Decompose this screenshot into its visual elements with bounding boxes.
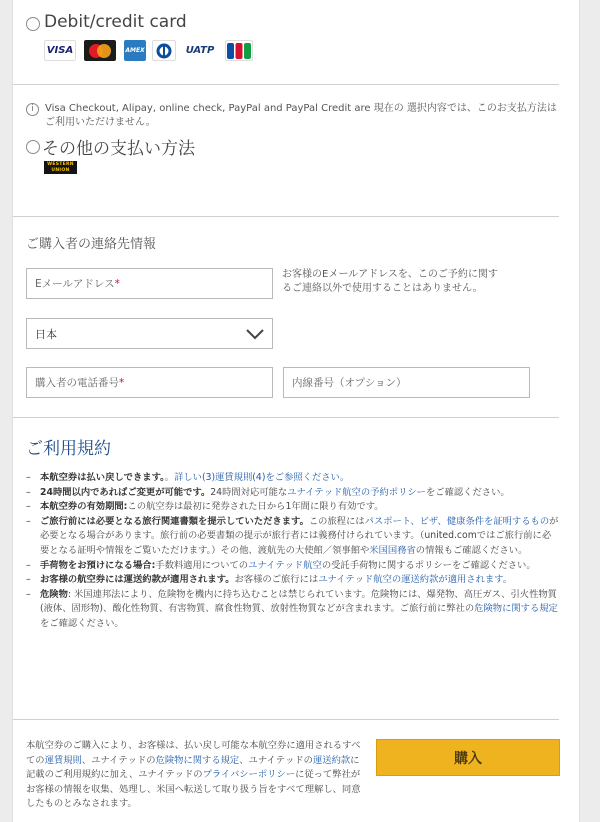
visa-logo-icon: VISA	[44, 40, 76, 61]
card-option-label[interactable]: Debit/credit card	[44, 12, 187, 32]
mastercard-logo-icon	[84, 40, 116, 61]
terms-title: ご利用規約	[26, 439, 111, 459]
hazardous-materials-link[interactable]: 危険物に関する規定	[474, 603, 558, 615]
terms-item: – 手荷物をお預けになる場合:手数料適用についてのユナイテッド航空の受託手荷物に関するポリシーをご確認ください。	[26, 559, 536, 571]
privacy-policy-link[interactable]: プライバシーポリシー	[202, 769, 296, 781]
required-mark: *	[119, 376, 125, 389]
amex-logo-icon: AMEX	[124, 40, 146, 61]
uatp-logo-icon: UATP	[182, 40, 218, 61]
travel-documents-link[interactable]: パスポート、ビザ、健康条件を証明するもの	[364, 515, 550, 527]
divider	[13, 719, 559, 720]
terms-item: – 本航空券は払い戻しできます。。詳しい(3)運賃規則(4)をご参照ください。	[26, 472, 350, 483]
terms-item: – 24時間以内であればご変更が可能です。24時間対応可能なユナイテッド航空の予約ポリシーをご確認ください。	[26, 486, 510, 498]
contact-section-title: ご購入者の連絡先情報	[26, 237, 157, 252]
country-value: 日本	[35, 327, 57, 341]
contract-of-carriage-link[interactable]: 運送約款	[312, 754, 351, 766]
email-placeholder: Eメールアドレス	[35, 278, 115, 290]
country-select[interactable]	[26, 318, 273, 349]
info-icon: i	[26, 103, 39, 116]
divider	[13, 417, 559, 418]
fare-rules-link[interactable]: 。詳しい(3)運賃規則(4)をご参照ください。	[164, 472, 350, 483]
other-payment-radio[interactable]	[26, 140, 40, 154]
terms-item: – 本航空券の有効期間:この航空券は最初に発券された日から1年間に限り有効です。	[26, 501, 384, 513]
fare-rules-link[interactable]: 運賃規則	[44, 754, 82, 766]
extension-input[interactable]	[283, 367, 530, 398]
other-payment-label[interactable]: その他の支払い方法	[42, 139, 195, 159]
email-input[interactable]	[26, 268, 273, 299]
terms-item: – ご旅行前には必要となる旅行関連書類を提示していただきます。この旅程にはパスポート、ビザ、健康条件を証明するものが必要となる場合があります。旅行前の必要書類の提示が旅行者には義務付けられています。（united.comではご旅行前に必要となる証明や情報をご覧いただけます。）その他、渡航先の大使館／領事館や米国国務省の情報もご確認ください。	[26, 515, 559, 556]
booking-policy-link[interactable]: ユナイテッド航空の予約ポリシー	[287, 486, 426, 498]
contract-of-carriage-link[interactable]: ユナイテッド航空の運送約款が適用されます	[318, 574, 503, 586]
jcb-logo-icon	[225, 40, 253, 61]
terms-list	[26, 471, 560, 632]
phone-placeholder: 購入者の電話番号	[35, 377, 119, 389]
state-department-link[interactable]: 米国国務省	[369, 544, 416, 556]
email-note: お客様のEメールアドレスを、このご予約に関するご連絡以外で使用することはありません。	[282, 269, 498, 294]
extension-placeholder: 内線番号（オプション）	[292, 377, 407, 389]
terms-item: – 危険物: 米国連邦法により、危険物を機内に持ち込むことは禁じられています。危険物には、爆発物、高圧ガス、引火性物質(液体、固形物)、酸化性物質、有害物質、腐食性物質、放射性物質などが含まれます。ご旅行前に弊社の危険物に関する規定をご確認ください。	[26, 588, 558, 629]
purchase-agreement-text: 本航空券のご購入により、お客様は、払い戻し可能な本航空券に適用されるすべての運賃規則、ユナイテッドの危険物に関する規定、ユナイテッドの運送約款に記載のご利用規約に加え、ユナイテッドのプライバシーポリシーに従って弊社がお客様の情報を収集、処理し、米国へ転送して取り扱う旨をすべて理解し、同意したものとみなされます。	[26, 740, 361, 810]
phone-input[interactable]	[26, 367, 273, 398]
hazardous-materials-link[interactable]: 危険物に関する規定	[155, 754, 240, 766]
terms-item: – お客様の航空券には運送約款が適用されます。お客様のご旅行にはユナイテッド航空の運送約款が適用されます。	[26, 574, 513, 586]
purchase-button[interactable]: 購入	[376, 739, 560, 776]
chevron-down-icon	[246, 327, 264, 341]
payment-unavailable-notice: Visa Checkout, Alipay, online check, PayPal and PayPal Credit are 現在の 選択内容では、このお支払方法はご利用いただけません。	[45, 103, 557, 128]
divider	[13, 216, 559, 217]
card-radio[interactable]	[26, 17, 40, 31]
divider	[13, 84, 559, 85]
diners-club-logo-icon	[152, 40, 176, 61]
baggage-policy-link[interactable]: ユナイテッド航空	[248, 559, 322, 571]
required-mark: *	[114, 277, 120, 290]
western-union-logo-icon: WESTERN UNION	[44, 161, 77, 174]
